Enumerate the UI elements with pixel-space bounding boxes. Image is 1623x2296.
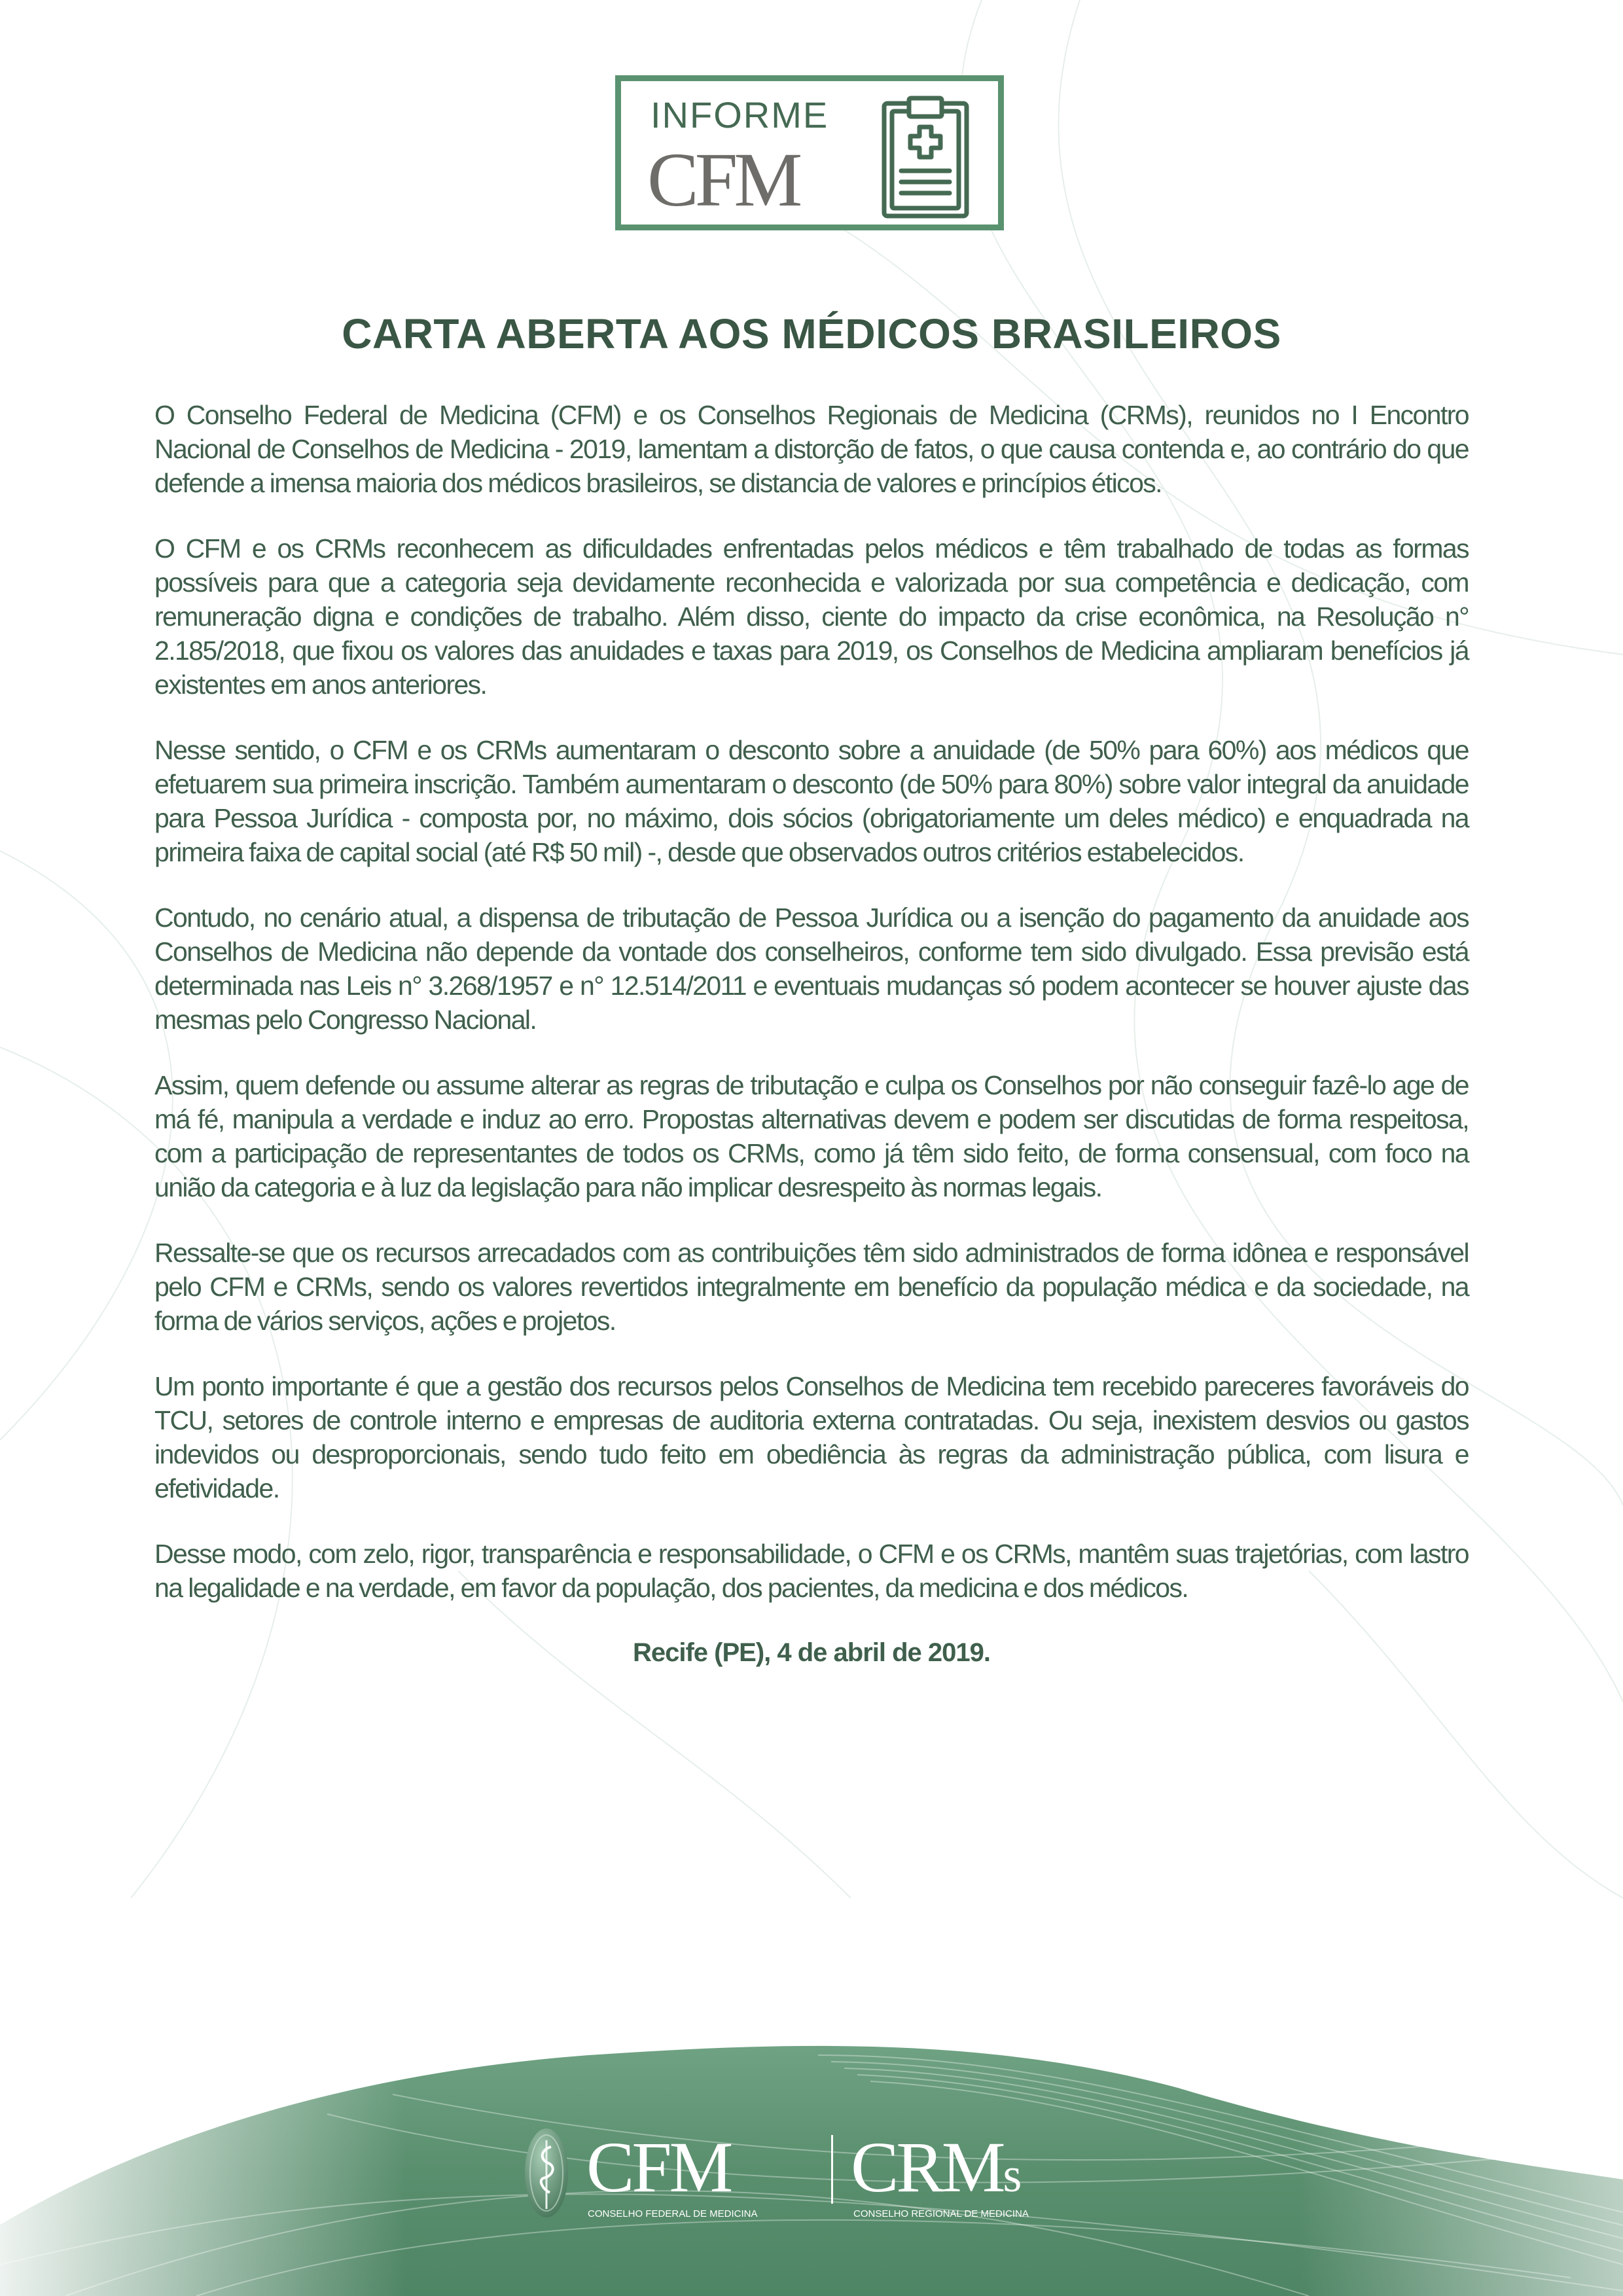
paragraph: O Conselho Federal de Medicina (CFM) e os Conselhos Regionais de Medicina (CRMs), reunidos no I Encontro Nacional de Conselhos de Medicina - 2019, lamentam a distorção de fatos, o que causa contenda e, ao contrário do que defende a imensa maioria dos médicos brasileiros, se distancia de valores e princípios éticos.: [154, 400, 1469, 498]
caduceus-seal-icon: [524, 2127, 569, 2219]
medical-clipboard-icon: [882, 96, 969, 220]
signature-date-place: Recife (PE), 4 de abril de 2019.: [632, 1638, 991, 1667]
letter-body: [154, 398, 1469, 1605]
paragraph: Ressalte-se que os recursos arrecadados com as contribuições têm sido administrados de forma idônea e responsável pelo CFM e CRMs, sendo os valores revertidos integralmente em benefício da população médica e da sociedade, na forma de vários serviços, ações e projetos.: [154, 1238, 1469, 1336]
footer-crm-text: CRM: [851, 2127, 1003, 2207]
footer-crm-suffix: s: [1003, 2149, 1022, 2202]
letter-content: [154, 308, 1469, 1669]
document-title: CARTA ABERTA AOS MÉDICOS BRASILEIROS: [342, 310, 1281, 357]
footer-crm-subtitle: CONSELHO REGIONAL DE MEDICINA: [853, 2208, 1029, 2219]
paragraph: O CFM e os CRMs reconhecem as dificuldades enfrentadas pelos médicos e têm trabalhado de todas as formas possíveis para que a categoria seja devidamente reconhecida e valorizada por sua competência e dedicação, com remuneração digna e condições de trabalho. Além disso, ciente do impacto da crise econômica, na Resolução n° 2.185/2018, que fixou os valores das anuidades e taxas para 2019, os Conselhos de Medicina ampliaram benefícios já existentes em anos anteriores.: [154, 533, 1469, 700]
informe-cfm-logo: [615, 75, 1004, 230]
footer-divider: [831, 2135, 833, 2204]
paragraph: Assim, quem defende ou assume alterar as regras de tributação e culpa os Conselhos por não conseguir fazê-lo age de má fé, manipula a verdade e induz ao erro. Propostas alternativas devem e podem ser discutidas de forma respeitosa, com a participação de representantes de todos os CRMs, como já têm sido feito, de forma consensual, com foco na união da categoria e à luz da legislação para não implicar desrespeito às normas legais.: [154, 1070, 1469, 1202]
footer-cfm-subtitle: CONSELHO FEDERAL DE MEDICINA: [588, 2208, 758, 2219]
paragraph: Desse modo, com zelo, rigor, transparência e responsabilidade, o CFM e os CRMs, mantêm suas trajetórias, com lastro na legalidade e na verdade, em favor da população, dos pacientes, da medicina e dos médicos.: [154, 1539, 1469, 1603]
cfm-crms-footer-logo: [524, 2127, 1126, 2232]
footer-cfm-wordmark: CFM: [586, 2127, 731, 2207]
logo-cfm-text: CFM: [647, 137, 799, 223]
paragraph: Contudo, no cenário atual, a dispensa de tributação de Pessoa Jurídica ou a isenção do pagamento da anuidade aos Conselhos de Medicina não depende da vontade dos conselheiros, conforme tem sido divulgado. Essa previsão está determinada nas Leis n° 3.268/1957 e n° 12.514/2011 e eventuais mudanças só podem acontecer se houver ajuste das mesmas pelo Congresso Nacional.: [154, 903, 1469, 1035]
paragraph: Nesse sentido, o CFM e os CRMs aumentaram o desconto sobre a anuidade (de 50% para 60%) aos médicos que efetuarem sua primeira inscrição. Também aumentaram o desconto (de 50% para 80%) sobre valor integral da anuidade para Pessoa Jurídica - composta por, no máximo, dois sócios (obrigatoriamente um deles médico) e enquadrada na primeira faixa de capital social (até R$ 50 mil) -, desde que observados outros critérios estabelecidos.: [154, 735, 1469, 867]
paragraph: Um ponto importante é que a gestão dos recursos pelos Conselhos de Medicina tem recebido pareceres favoráveis do TCU, setores de controle interno e empresas de auditoria externa contratadas. Ou seja, inexistem desvios ou gastos indevidos ou desproporcionais, sendo tudo feito em obediência às regras da administração pública, com lisura e efetividade.: [154, 1371, 1469, 1503]
footer-crms-wordmark: [851, 2127, 1022, 2207]
logo-informe-text: INFORME: [651, 94, 829, 135]
